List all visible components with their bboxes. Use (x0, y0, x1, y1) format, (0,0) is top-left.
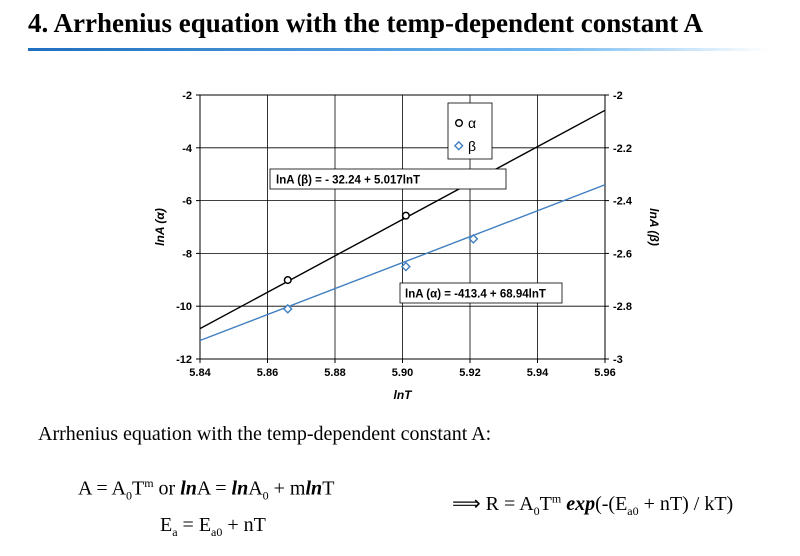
alpha-data-point (284, 277, 291, 284)
y-left-tick-label: -12 (176, 354, 192, 366)
title-underline (28, 48, 768, 51)
arrhenius-chart (150, 85, 670, 410)
x-tick-label: 5.84 (189, 367, 211, 379)
y-left-tick-label: -10 (176, 301, 192, 314)
implies-arrow-icon: ⟹ (452, 493, 481, 515)
y-left-tick-label: -8 (182, 248, 192, 261)
y-right-tick-label: -2.6 (613, 248, 632, 261)
y-left-tick-label: -6 (182, 195, 192, 208)
x-tick-label: 5.90 (391, 367, 414, 379)
y-axis-left-title: lnA (α) (153, 208, 167, 246)
page-title: 4. Arrhenius equation with the temp-dependent constant A (28, 8, 704, 38)
y-right-tick-label: -3 (613, 354, 623, 366)
x-tick-label: 5.94 (526, 367, 549, 379)
x-axis-title: lnT (393, 388, 412, 402)
y-right-tick-label: -2.4 (613, 195, 632, 208)
y-right-tick-label: -2 (613, 90, 623, 102)
legend-alpha-marker (456, 120, 463, 127)
beta-equation-label: lnA (β) = - 32.24 + 5.017lnT (276, 174, 421, 187)
y-right-tick-label: -2.8 (613, 301, 632, 314)
equation-ea: $E_a = E_{a0}$ + nT (160, 514, 266, 539)
equation-rate: ⟹ $R = A_0T^m$ $\exp(-(E_{a0} + nT) / kT)$ (452, 491, 734, 518)
y-right-tick-label: -2.2 (613, 142, 632, 155)
alpha-data-point (403, 212, 410, 219)
x-tick-label: 5.96 (594, 367, 616, 379)
x-tick-label: 5.86 (256, 367, 279, 379)
description-text: Arrhenius equation with the temp-dependent constant A: (38, 423, 492, 445)
legend-beta-label: β (468, 138, 477, 154)
legend-alpha-label: α (468, 115, 477, 131)
x-tick-label: 5.92 (459, 367, 481, 379)
alpha-equation-label: lnA (α) = -413.4 + 68.94lnT (405, 288, 546, 301)
x-tick-label: 5.88 (324, 367, 346, 379)
y-left-tick-label: -2 (182, 90, 192, 102)
equation-a: $A = A_0T^m$ or lnA = lnA$_0$ + mlnT (78, 476, 335, 503)
y-axis-right-title: lnA (β) (647, 208, 661, 246)
y-left-tick-label: -4 (182, 142, 192, 155)
